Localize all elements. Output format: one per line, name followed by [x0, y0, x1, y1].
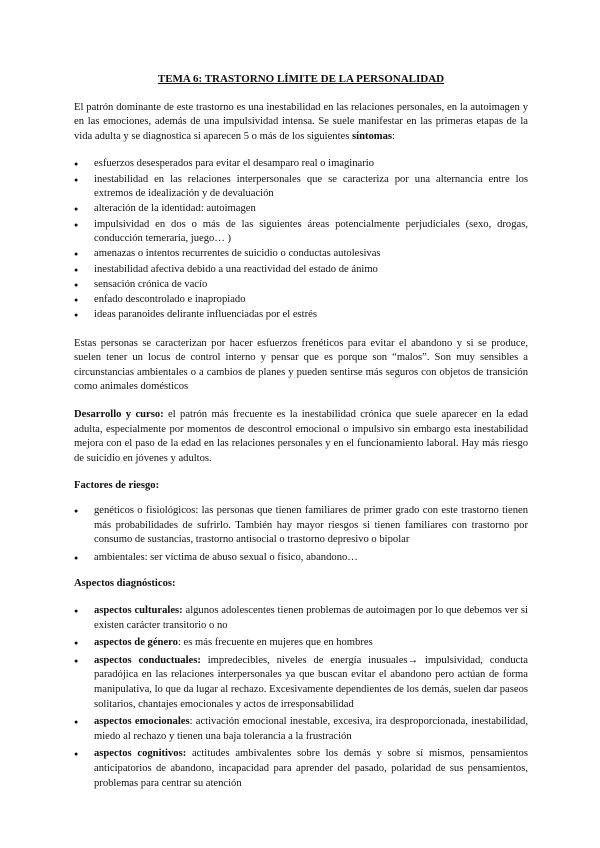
intro-bold-term: síntomas: [352, 130, 393, 142]
symptoms-list: [74, 157, 528, 322]
symptom-item: ● inestabilidad en las relaciones interpersonales que se caracteriza por una alternancia entre los extremos de idealización y de devaluación: [74, 173, 528, 202]
aspect-text: algunos adolescentes tienen problemas de autoimagen por lo que debemos ver si existen carácter transitorio o no: [94, 604, 528, 631]
symptom-item: ● ideas paranoides delirante influenciadas por el estrés: [74, 308, 528, 323]
symptom-item: ● enfado descontrolado e inapropiado: [74, 293, 528, 308]
aspectos-heading: Aspectos diagnósticos:: [74, 578, 176, 590]
risk-factors-list: [74, 504, 528, 565]
aspect-item: [74, 636, 528, 651]
aspect-item: [74, 747, 528, 791]
aspect-item: [74, 604, 528, 633]
symptom-item: ● alteración de la identidad: autoimagen: [74, 202, 528, 217]
risk-factor-item: ● ambientales: ser víctima de abuso sexual o físico, abandono…: [74, 551, 528, 566]
risk-factor-item: ● genéticos o fisiológicos: las personas que tienen familiares de primer grado con este trastorno tienen más probabilidades de sufrirlo. También hay mayor riesgos si tienen familiares con trastorno por consumo de sustancias, trastorno antisocial o trastorno depresivo o bipolar: [74, 504, 528, 548]
desarrollo-text: el patrón más frecuente es la inestabilidad crónica que suele aparecer en la edad adulta, especialmente por momentos de descontrol emocional o impulsivo sin embargo esta inestabilidad mejora con el paso de la edad en las relaciones personales y en el funcionamiento laboral. Hay más riesgo de suicidio en jóvenes y adultos.: [74, 409, 529, 464]
symptom-item: ● sensación crónica de vacío: [74, 278, 528, 293]
page-title: TEMA 6: TRASTORNO LÍMITE DE LA PERSONALIDAD: [157, 73, 445, 85]
aspect-item: [74, 715, 528, 744]
intro-end: :: [392, 130, 395, 142]
paragraph-2: Estas personas se caracterizan por hacer esfuerzos frenéticos para evitar el abandono y si se produce, suelen tener un locus de control interno y pensar que es porque son “malos”. Son muy sensibles a circunstancias ambientales o a cambios de planes y pueden sentirse más seguros con objetos de transición como animales domésticos: [74, 337, 528, 393]
aspect-label: aspectos emocionales: [94, 716, 190, 728]
aspect-text: : activación emocional inestable, excesiva, ira desproporcionada, inestabilidad, miedo al rechazo y tienen una baja tolerancia a la frustración: [94, 716, 528, 742]
symptom-item: ● amenazas o intentos recurrentes de suicidio o conductas autolesivas: [74, 247, 528, 262]
desarrollo-label: Desarrollo y curso:: [74, 409, 164, 421]
symptom-item: ● inestabilidad afectiva debido a una reactividad del estado de ánimo: [74, 263, 528, 278]
symptom-item: ● esfuerzos desesperados para evitar el desamparo real o imaginario: [74, 157, 528, 172]
aspect-label: aspectos culturales:: [94, 604, 183, 616]
aspect-text: impredecibles, niveles de energía inusuales→ impulsividad, conducta paradójica en las relaciones interpersonales ya que buscan evitar el abandono pero actúan de forma manipulativa, lo que da lugar al rechazo. Excesivamente dependientes de los demás, suelen dar paseos solitarios, chantajes emocionales y actos de irresponsabilidad: [94, 654, 528, 710]
intro-text: El patrón dominante de este trastorno es una inestabilidad en las relaciones personales, en la autoimagen y en las emociones, además de una impulsividad intensa. Se suele manifestar en las primeras etapas de la vida adulta y se diagnostica si aparecen 5 o más de los siguientes: [74, 101, 528, 142]
aspect-text: actitudes ambivalentes sobre los demás y sobre sí mismos, pensamientos anticipatorios de abandono, incapacidad para aprender del pasado, polaridad de sus pensamientos, problemas para centrar su atención: [94, 748, 528, 789]
factores-heading: Factores de riesgo:: [74, 480, 160, 492]
aspect-label: aspectos de género: [94, 637, 178, 649]
desarrollo-paragraph: [74, 408, 528, 466]
intro-paragraph: [74, 101, 528, 145]
aspect-label: aspectos cognitivos:: [94, 748, 187, 760]
aspect-item: [74, 654, 528, 712]
symptom-item: ● impulsividad en dos o más de las siguientes áreas potencialmente perjudiciales (sexo, drogas, conducción temeraria, juego… ): [74, 218, 528, 247]
aspect-text: : es más frecuente en mujeres que en hombres: [177, 637, 373, 649]
aspect-label: aspectos conductuales:: [94, 654, 201, 666]
diagnostic-aspects-list: [74, 604, 528, 791]
